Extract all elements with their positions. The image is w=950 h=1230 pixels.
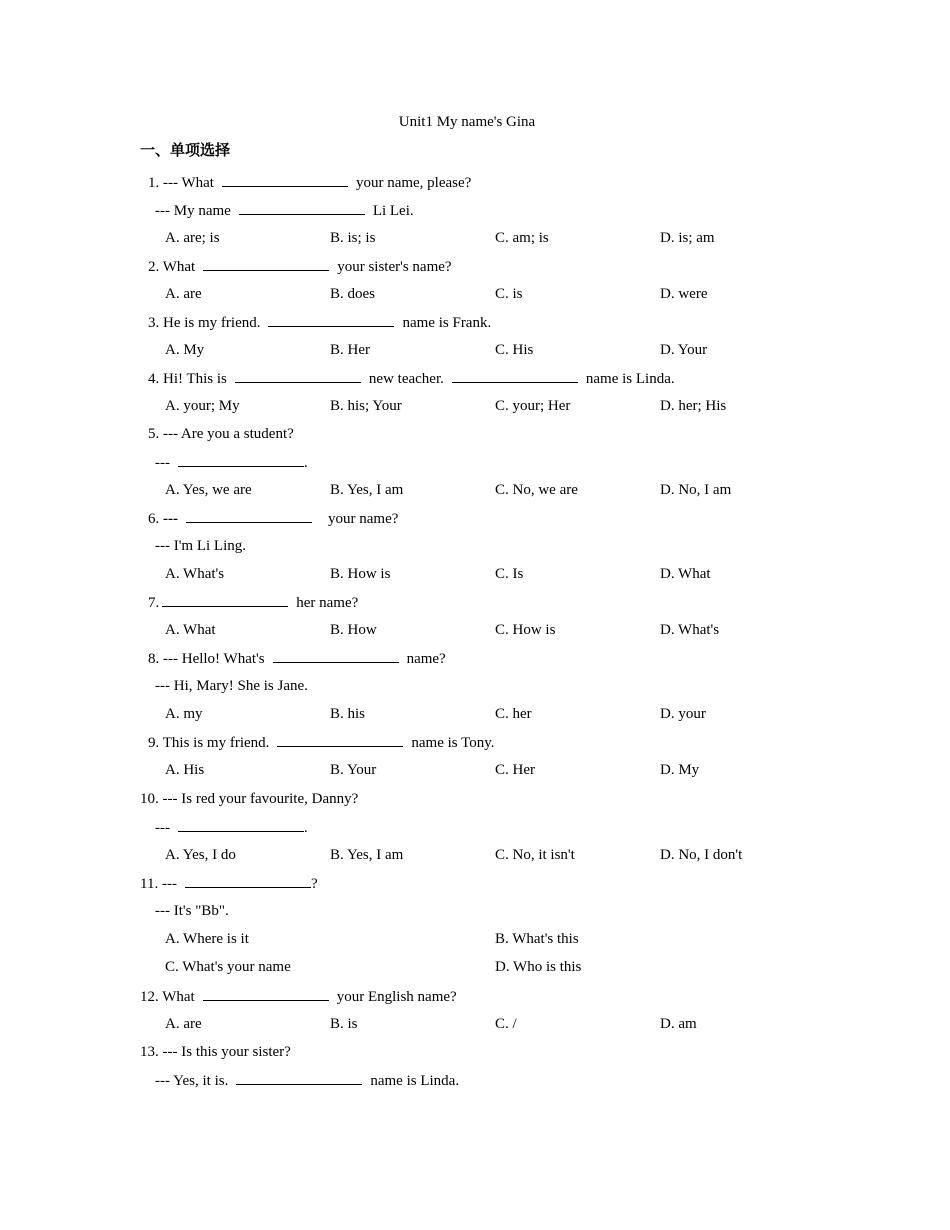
option-c[interactable]: C. / [495,1016,517,1032]
answer-blank[interactable] [268,312,394,327]
question-13-line-2: --- Yes, it is. name is Linda. [155,1070,459,1091]
question-13: 13. --- Is this your sister? [140,1044,291,1060]
option-a[interactable]: A. Where is it [165,931,249,947]
question-5-line-2: --- . [155,452,308,473]
option-c[interactable]: C. Is [495,566,524,582]
option-a[interactable]: A. Yes, we are [165,482,252,498]
question-3: 3. He is my friend. name is Frank. [148,312,491,333]
option-a[interactable]: A. are [165,286,202,302]
option-c[interactable]: C. What's your name [165,959,291,975]
question-1-line-2: --- My name Li Lei. [155,200,414,221]
option-b[interactable]: B. Your [330,762,377,778]
question-8-line-2: --- Hi, Mary! She is Jane. [155,678,308,694]
page-title: Unit1 My name's Gina [398,114,536,130]
question-10: 10. --- Is red your favourite, Danny? [140,791,359,807]
option-b[interactable]: B. Yes, I am [330,482,404,498]
question-8: 8. --- Hello! What's name? [148,648,446,669]
option-b[interactable]: B. his [330,706,366,722]
question-11-line-2: --- It's "Bb". [155,903,229,919]
question-5: 5. --- Are you a student? [148,426,294,442]
option-b[interactable]: B. is [330,1016,358,1032]
answer-blank[interactable] [239,200,365,215]
option-a[interactable]: A. What [165,622,216,638]
option-d[interactable]: D. your [660,706,706,722]
option-d[interactable]: D. What [660,566,711,582]
option-d[interactable]: D. were [660,286,708,302]
option-b[interactable]: B. Her [330,342,370,358]
answer-blank[interactable] [203,256,329,271]
question-6-line-2: --- I'm Li Ling. [155,538,247,554]
question-10-line-2: --- . [155,817,308,838]
option-d[interactable]: D. No, I am [660,482,732,498]
answer-blank[interactable] [277,732,403,747]
option-c[interactable]: C. her [495,706,532,722]
answer-blank[interactable] [162,592,288,607]
option-c[interactable]: C. Her [495,762,535,778]
question-7: 7. her name? [148,592,358,613]
question-12: 12. What your English name? [140,986,457,1007]
question-4: 4. Hi! This is new teacher. name is Linda. [148,368,675,389]
option-d[interactable]: D. Who is this [495,959,582,975]
option-b[interactable]: B. Yes, I am [330,847,404,863]
option-d[interactable]: D. am [660,1016,697,1032]
option-d[interactable]: D. My [660,762,700,778]
answer-blank[interactable] [235,368,361,383]
option-c[interactable]: C. How is [495,622,556,638]
answer-blank[interactable] [186,508,312,523]
option-c[interactable]: C. am; is [495,230,549,246]
option-b[interactable]: B. What's this [495,931,579,947]
option-a[interactable]: A. My [165,342,205,358]
answer-blank[interactable] [185,873,311,888]
option-b[interactable]: B. How [330,622,377,638]
option-c[interactable]: C. is [495,286,523,302]
answer-blank[interactable] [236,1070,362,1085]
option-d[interactable]: D. her; His [660,398,727,414]
option-b[interactable]: B. his; Your [330,398,402,414]
option-a[interactable]: A. His [165,762,205,778]
option-c[interactable]: C. His [495,342,534,358]
option-a[interactable]: A. What's [165,566,225,582]
option-d[interactable]: D. Your [660,342,708,358]
question-6: 6. --- your name? [148,508,398,529]
option-a[interactable]: A. my [165,706,203,722]
question-9: 9. This is my friend. name is Tony. [148,732,495,753]
answer-blank[interactable] [273,648,399,663]
option-a[interactable]: A. are [165,1016,202,1032]
option-b[interactable]: B. does [330,286,375,302]
option-a[interactable]: A. are; is [165,230,220,246]
option-d[interactable]: D. is; am [660,230,715,246]
answer-blank[interactable] [178,817,304,832]
answer-blank[interactable] [178,452,304,467]
answer-blank[interactable] [452,368,578,383]
option-d[interactable]: D. No, I don't [660,847,743,863]
option-d[interactable]: D. What's [660,622,720,638]
answer-blank[interactable] [203,986,329,1001]
question-2: 2. What your sister's name? [148,256,452,277]
question-11: 11. --- ? [140,873,318,894]
question-1: 1. --- What your name, please? [148,172,471,193]
option-a[interactable]: A. your; My [165,398,240,414]
option-b[interactable]: B. is; is [330,230,376,246]
option-c[interactable]: C. your; Her [495,398,571,414]
section-heading: 一、单项选择 [140,141,231,159]
option-c[interactable]: C. No, we are [495,482,578,498]
option-a[interactable]: A. Yes, I do [165,847,236,863]
option-c[interactable]: C. No, it isn't [495,847,575,863]
answer-blank[interactable] [222,172,348,187]
option-b[interactable]: B. How is [330,566,391,582]
